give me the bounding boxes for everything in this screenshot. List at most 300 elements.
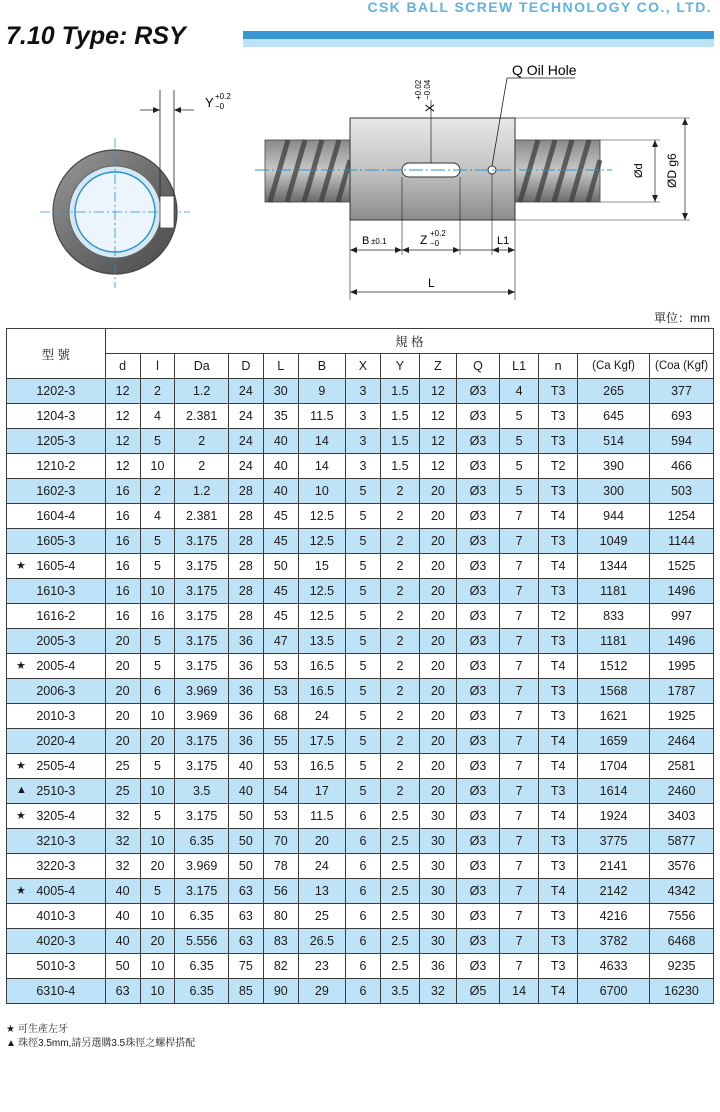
model-header: 型 號 [7, 329, 106, 379]
table-row [7, 954, 714, 979]
table-cell: 2.5 [380, 829, 419, 854]
table-cell: 24 [228, 404, 263, 429]
table-cell: 6.35 [175, 829, 228, 854]
table-cell: 1254 [650, 504, 714, 529]
table-cell: 6.35 [175, 904, 228, 929]
table-cell: 78 [263, 854, 298, 879]
table-cell: 40 [105, 929, 140, 954]
model-number: 2510-3 [36, 784, 76, 798]
table-cell: 5 [345, 779, 380, 804]
table-row [7, 804, 714, 829]
table-row [7, 379, 714, 404]
table-cell: 7 [500, 504, 539, 529]
table-cell: 5 [140, 429, 175, 454]
model-mark: ★ [16, 660, 26, 672]
table-row [7, 554, 714, 579]
table-cell: 5877 [650, 829, 714, 854]
table-cell: 32 [105, 854, 140, 879]
table-cell: 377 [650, 379, 714, 404]
table-cell: 53 [263, 804, 298, 829]
table-cell: 3.5 [175, 779, 228, 804]
column-header: Q [456, 354, 499, 379]
table-cell: 2.5 [380, 904, 419, 929]
table-row [7, 404, 714, 429]
table-cell: 30 [419, 904, 456, 929]
table-cell: 12.5 [298, 529, 345, 554]
table-cell: 50 [228, 804, 263, 829]
table-cell: 3.175 [175, 729, 228, 754]
model-number: 2010-3 [36, 709, 76, 723]
D-dimension-label: ØD g6 [665, 153, 679, 188]
table-cell: 24 [298, 704, 345, 729]
footnote-left-thread [6, 1023, 195, 1037]
column-header: Y [380, 354, 419, 379]
model-number: 4010-3 [36, 909, 76, 923]
model-number: 1205-3 [36, 434, 76, 448]
table-cell: 997 [650, 604, 714, 629]
table-cell: 5 [140, 879, 175, 904]
column-header: d [105, 354, 140, 379]
table-cell: 16.5 [298, 679, 345, 704]
table-cell: 30 [419, 804, 456, 829]
table-cell: 50 [263, 554, 298, 579]
table-cell: 40 [105, 879, 140, 904]
table-cell: 5 [500, 479, 539, 504]
table-cell: 390 [578, 454, 650, 479]
column-header: Da [175, 354, 228, 379]
table-cell: 7 [500, 529, 539, 554]
table-cell: 10 [140, 704, 175, 729]
table-cell: 36 [228, 629, 263, 654]
table-cell: 12 [419, 429, 456, 454]
table-cell: T4 [539, 754, 578, 779]
model-cell [7, 779, 106, 804]
nut-technical-drawing [0, 60, 720, 310]
table-cell: 25 [298, 904, 345, 929]
column-header: Z [419, 354, 456, 379]
x-tolerance-lower: −0.04 [423, 79, 432, 100]
table-cell: 4633 [578, 954, 650, 979]
table-cell: 63 [228, 904, 263, 929]
table-cell: 2581 [650, 754, 714, 779]
table-cell: 4342 [650, 879, 714, 904]
table-cell: 2.5 [380, 879, 419, 904]
table-cell: 3.969 [175, 854, 228, 879]
table-cell: 56 [263, 879, 298, 904]
table-cell: 24 [228, 379, 263, 404]
table-cell: 12 [105, 454, 140, 479]
table-cell: Ø3 [456, 754, 499, 779]
table-cell: T3 [539, 854, 578, 879]
table-cell: 5 [345, 704, 380, 729]
table-cell: 10 [140, 979, 175, 1004]
column-header: X [345, 354, 380, 379]
table-cell: 28 [228, 579, 263, 604]
table-cell: 6468 [650, 929, 714, 954]
table-cell: 25 [105, 779, 140, 804]
table-cell: T3 [539, 579, 578, 604]
table-cell: 3.969 [175, 679, 228, 704]
table-cell: 30 [419, 929, 456, 954]
table-cell: 3 [345, 404, 380, 429]
y-tolerance-label: Y [205, 95, 214, 110]
table-cell: 3.969 [175, 704, 228, 729]
table-cell: T2 [539, 604, 578, 629]
table-row [7, 529, 714, 554]
table-cell: 6 [140, 679, 175, 704]
end-view-key-slot [160, 196, 174, 228]
table-row [7, 904, 714, 929]
table-cell: 17 [298, 779, 345, 804]
table-cell: 16 [105, 604, 140, 629]
model-cell [7, 604, 106, 629]
table-cell: T3 [539, 779, 578, 804]
table-cell: 6 [345, 854, 380, 879]
model-number: 1605-4 [36, 559, 76, 573]
model-number: 3210-3 [36, 834, 76, 848]
table-cell: 20 [419, 679, 456, 704]
table-cell: T4 [539, 804, 578, 829]
table-cell: 5 [140, 629, 175, 654]
table-cell: 12.5 [298, 579, 345, 604]
table-cell: Ø3 [456, 479, 499, 504]
table-cell: 2.381 [175, 404, 228, 429]
column-header: (Coa (Kgf) [650, 354, 714, 379]
table-cell: 20 [105, 629, 140, 654]
model-cell [7, 529, 106, 554]
table-cell: 7 [500, 779, 539, 804]
table-cell: T4 [539, 554, 578, 579]
table-cell: 6 [345, 929, 380, 954]
table-cell: 80 [263, 904, 298, 929]
table-cell: 83 [263, 929, 298, 954]
model-number: 1610-3 [36, 584, 76, 598]
table-cell: 40 [263, 454, 298, 479]
table-cell: 32 [105, 829, 140, 854]
table-cell: 3.175 [175, 554, 228, 579]
model-number: 2005-4 [36, 659, 76, 673]
column-header: L1 [500, 354, 539, 379]
model-number: 1210-2 [36, 459, 76, 473]
x-tolerance-upper: +0.02 [414, 79, 423, 100]
table-cell: 693 [650, 404, 714, 429]
table-cell: 75 [228, 954, 263, 979]
table-cell: 5 [345, 754, 380, 779]
model-cell [7, 454, 106, 479]
table-cell: 20 [105, 654, 140, 679]
model-number: 6310-4 [36, 984, 76, 998]
x-tolerance-label: X [423, 103, 437, 112]
table-cell: 2141 [578, 854, 650, 879]
star-symbol: ★ [6, 1024, 15, 1035]
table-cell: 12 [105, 429, 140, 454]
table-cell: 10 [298, 479, 345, 504]
table-cell: 2 [380, 579, 419, 604]
end-view [40, 90, 231, 288]
y-tolerance-lower: −0 [215, 102, 225, 111]
model-cell [7, 979, 106, 1004]
table-cell: Ø3 [456, 629, 499, 654]
table-cell: 40 [105, 904, 140, 929]
table-cell: 2.381 [175, 504, 228, 529]
table-cell: 53 [263, 754, 298, 779]
table-cell: Ø3 [456, 779, 499, 804]
table-cell: 5 [345, 529, 380, 554]
table-cell: 20 [419, 729, 456, 754]
table-cell: 3782 [578, 929, 650, 954]
table-cell: Ø3 [456, 879, 499, 904]
table-cell: 45 [263, 504, 298, 529]
triangle-symbol: ▲ [6, 1038, 16, 1049]
table-row [7, 454, 714, 479]
table-cell: 53 [263, 654, 298, 679]
table-cell: T2 [539, 454, 578, 479]
table-cell: 2 [175, 429, 228, 454]
table-cell: Ø3 [456, 679, 499, 704]
table-cell: Ø3 [456, 529, 499, 554]
table-cell: 3.175 [175, 629, 228, 654]
table-cell: 5 [140, 754, 175, 779]
table-cell: 30 [419, 879, 456, 904]
model-cell [7, 854, 106, 879]
table-cell: 2 [380, 754, 419, 779]
model-cell [7, 404, 106, 429]
model-number: 2020-4 [36, 734, 76, 748]
table-cell: 5 [500, 429, 539, 454]
table-cell: 1621 [578, 704, 650, 729]
b-dimension-label: B [362, 235, 370, 247]
table-cell: 7 [500, 954, 539, 979]
model-number: 2005-3 [36, 634, 76, 648]
table-row [7, 704, 714, 729]
table-cell: 3.5 [380, 979, 419, 1004]
table-row [7, 629, 714, 654]
table-cell: 4 [140, 504, 175, 529]
table-cell: Ø3 [456, 429, 499, 454]
table-cell: 20 [419, 604, 456, 629]
table-cell: 14 [298, 454, 345, 479]
model-cell [7, 379, 106, 404]
column-header: n [539, 354, 578, 379]
column-header-row [7, 354, 714, 379]
table-cell: 20 [105, 679, 140, 704]
table-cell: Ø3 [456, 704, 499, 729]
table-row [7, 579, 714, 604]
table-cell: T4 [539, 979, 578, 1004]
table-cell: 10 [140, 779, 175, 804]
table-cell: 5.556 [175, 929, 228, 954]
table-cell: Ø3 [456, 604, 499, 629]
table-cell: 594 [650, 429, 714, 454]
page-title: 7.10 Type: RSY [6, 22, 186, 50]
table-cell: 16 [140, 604, 175, 629]
model-cell [7, 429, 106, 454]
table-cell: Ø3 [456, 854, 499, 879]
table-cell: 16 [105, 554, 140, 579]
table-cell: 5 [140, 804, 175, 829]
y-tolerance-upper: +0.2 [215, 92, 231, 101]
table-cell: 16.5 [298, 754, 345, 779]
table-cell: 7 [500, 754, 539, 779]
table-row [7, 654, 714, 679]
table-cell: 2 [140, 479, 175, 504]
table-cell: 2460 [650, 779, 714, 804]
table-cell: Ø3 [456, 929, 499, 954]
model-cell [7, 654, 106, 679]
column-header: L [263, 354, 298, 379]
table-cell: 3.175 [175, 529, 228, 554]
table-cell: 5 [345, 604, 380, 629]
table-cell: 29 [298, 979, 345, 1004]
table-cell: 5 [345, 479, 380, 504]
table-cell: 20 [419, 504, 456, 529]
table-cell: 6.35 [175, 954, 228, 979]
table-cell: 3403 [650, 804, 714, 829]
table-row [7, 479, 714, 504]
table-cell: Ø3 [456, 554, 499, 579]
table-cell: 1.5 [380, 404, 419, 429]
table-cell: 3 [345, 454, 380, 479]
table-cell: 2 [380, 679, 419, 704]
table-cell: Ø3 [456, 379, 499, 404]
table-cell: 1995 [650, 654, 714, 679]
table-cell: T3 [539, 429, 578, 454]
table-cell: 944 [578, 504, 650, 529]
table-row [7, 729, 714, 754]
table-cell: 2 [380, 629, 419, 654]
table-cell: 1181 [578, 579, 650, 604]
table-cell: 7 [500, 554, 539, 579]
table-cell: 20 [419, 754, 456, 779]
table-cell: 28 [228, 504, 263, 529]
table-row [7, 979, 714, 1004]
table-cell: 1344 [578, 554, 650, 579]
table-cell: Ø3 [456, 504, 499, 529]
model-number: 1605-3 [36, 534, 76, 548]
table-cell: 82 [263, 954, 298, 979]
table-cell: 7 [500, 804, 539, 829]
model-cell [7, 829, 106, 854]
model-number: 5010-3 [36, 959, 76, 973]
table-cell: 2.5 [380, 954, 419, 979]
model-cell [7, 704, 106, 729]
table-cell: Ø3 [456, 579, 499, 604]
table-row [7, 779, 714, 804]
table-cell: 6 [345, 879, 380, 904]
table-cell: 3 [345, 379, 380, 404]
table-cell: 16 [105, 479, 140, 504]
table-cell: 12 [105, 379, 140, 404]
table-cell: 5 [345, 729, 380, 754]
table-cell: 20 [419, 704, 456, 729]
table-cell: 1.5 [380, 454, 419, 479]
table-cell: 13.5 [298, 629, 345, 654]
table-cell: 36 [228, 679, 263, 704]
table-cell: 1.2 [175, 479, 228, 504]
l-dimension-label: L [428, 276, 435, 290]
table-cell: 28 [228, 554, 263, 579]
table-cell: 2464 [650, 729, 714, 754]
table-row [7, 604, 714, 629]
table-cell: 10 [140, 579, 175, 604]
column-header: (Ca Kgf) [578, 354, 650, 379]
side-view [255, 62, 690, 300]
model-cell [7, 679, 106, 704]
table-cell: 3775 [578, 829, 650, 854]
d-dimension-label: Ød [633, 163, 645, 178]
table-cell: 6 [345, 904, 380, 929]
table-cell: 1924 [578, 804, 650, 829]
table-cell: 2 [380, 479, 419, 504]
model-number: 4005-4 [36, 884, 76, 898]
table-cell: 1.2 [175, 379, 228, 404]
table-cell: 6700 [578, 979, 650, 1004]
table-row [7, 754, 714, 779]
table-cell: 32 [419, 979, 456, 1004]
table-cell: 24 [298, 854, 345, 879]
table-cell: 3.175 [175, 654, 228, 679]
table-cell: 20 [419, 654, 456, 679]
spec-header: 規 格 [105, 329, 713, 354]
table-cell: 28 [228, 479, 263, 504]
table-cell: 466 [650, 454, 714, 479]
table-cell: T3 [539, 529, 578, 554]
footnote-text: 珠徑3.5mm,請另選購3.5珠徑之螺桿搭配 [18, 1038, 196, 1049]
table-cell: 1614 [578, 779, 650, 804]
table-cell: 16230 [650, 979, 714, 1004]
model-cell [7, 579, 106, 604]
table-cell: 645 [578, 404, 650, 429]
table-cell: 1925 [650, 704, 714, 729]
table-cell: 25 [105, 754, 140, 779]
table-cell: 833 [578, 604, 650, 629]
model-number: 3220-3 [36, 859, 76, 873]
table-cell: 11.5 [298, 804, 345, 829]
table-cell: 12 [105, 404, 140, 429]
table-cell: Ø3 [456, 454, 499, 479]
table-cell: 55 [263, 729, 298, 754]
table-cell: Ø3 [456, 904, 499, 929]
table-cell: 2 [175, 454, 228, 479]
footnote-text: 可生產左牙 [18, 1024, 68, 1035]
table-cell: 28 [228, 604, 263, 629]
table-cell: 3.175 [175, 754, 228, 779]
table-cell: 7556 [650, 904, 714, 929]
table-cell: 1049 [578, 529, 650, 554]
table-cell: Ø3 [456, 729, 499, 754]
table-cell: 3 [345, 429, 380, 454]
model-number: 1204-3 [36, 409, 76, 423]
table-row [7, 504, 714, 529]
model-cell [7, 554, 106, 579]
title-decoration-bar [243, 31, 714, 47]
footnote-ball-diameter [6, 1037, 195, 1051]
company-name: CSK BALL SCREW TECHNOLOGY CO., LTD. [367, 0, 712, 15]
table-cell: 9 [298, 379, 345, 404]
table-cell: 5 [140, 529, 175, 554]
table-cell: 9235 [650, 954, 714, 979]
b-dimension-tolerance: ±0.1 [371, 237, 387, 246]
table-cell: 6 [345, 829, 380, 854]
table-row [7, 829, 714, 854]
table-cell: 16 [105, 579, 140, 604]
model-number: 1202-3 [36, 384, 76, 398]
table-row [7, 854, 714, 879]
table-cell: 12 [419, 404, 456, 429]
table-cell: 1704 [578, 754, 650, 779]
table-row [7, 929, 714, 954]
model-mark: ★ [16, 560, 26, 572]
